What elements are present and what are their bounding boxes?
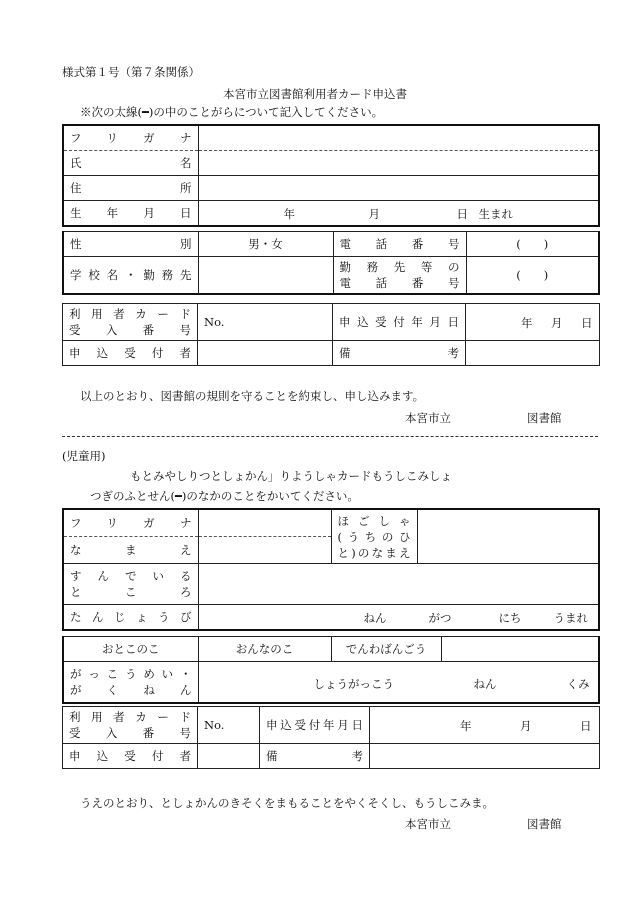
card-label (63, 304, 198, 341)
school-field[interactable] (198, 257, 333, 295)
work-phone-field[interactable]: ( ) (466, 257, 599, 295)
child-library-name: 図書館 (527, 817, 562, 831)
library-name: 図書館 (527, 411, 562, 425)
phone-label: 電話番号 (333, 232, 466, 257)
child-receiver-field[interactable] (198, 744, 260, 769)
child-phone-label: でんわばんごう (331, 637, 441, 662)
work-phone-label-line1: 勤務先等の (339, 260, 460, 274)
school-label: 学校名・勤務先 (63, 257, 198, 295)
child-apply-month: 月 (520, 719, 532, 733)
form-number: 様式第１号（第７条関係） (62, 65, 200, 79)
address-field[interactable] (198, 176, 599, 201)
birth-year: 年 (283, 207, 295, 221)
work-phone-label (333, 257, 466, 295)
office-table (62, 303, 600, 366)
work-phone-label-line2: 電話番号 (339, 276, 460, 290)
child-address-label-line1: すんでいる (70, 569, 192, 583)
library-city: 本宮市立 (405, 411, 451, 425)
child-grade-class: くみ (566, 677, 590, 691)
child-note-label: 備考 (260, 744, 370, 769)
guardian-label-line1: ほごしゃ (337, 513, 411, 528)
child-card-no-field[interactable] (198, 707, 260, 744)
child-school-field[interactable] (198, 662, 599, 704)
child-card-no-prefix: No. (204, 718, 225, 732)
guardian-field[interactable] (417, 509, 599, 564)
guardian-label-line3: と)のなまえ (337, 545, 411, 560)
child-apply-date-label: 申込受付年月日 (260, 707, 370, 744)
child-furigana-label: フリガナ (63, 509, 198, 537)
child-apply-day: 日 (580, 719, 592, 733)
receiver-field[interactable] (198, 341, 333, 366)
birth-month: 月 (368, 207, 380, 221)
furigana-field[interactable] (198, 125, 599, 151)
child-apply-date-field[interactable] (370, 707, 600, 744)
apply-date-label: 申込受付年月日 (333, 304, 466, 341)
phone-field[interactable]: ( ) (466, 232, 599, 257)
guardian-label (331, 509, 417, 564)
name-field[interactable] (198, 151, 599, 176)
gender-label: 性別 (63, 232, 198, 257)
birth-label: 生年月日 (63, 201, 198, 227)
apply-date-field[interactable] (466, 304, 600, 341)
note-field[interactable] (466, 341, 600, 366)
birth-field[interactable] (198, 201, 599, 227)
child-instruction: つぎのふとせん(━)のなかのことをかいてください。 (90, 489, 359, 503)
child-name-label: なまえ (63, 537, 198, 564)
child-birth-suffix: うまれ (553, 611, 588, 625)
child-receiver-label: 申込受付者 (63, 744, 198, 769)
child-title: もとみやしりつとしょかん」りようしゃカードもうしこみしょ (130, 469, 452, 483)
child-pledge-text: うえのとおり、としょかんのきそくをまもることをやくそくし、もうしこみま。 (80, 796, 494, 810)
child-birth-year: ねん (363, 611, 387, 625)
pledge-text: 以上のとおり、図書館の規則を守ることを約束し、申し込みます。 (80, 389, 425, 403)
apply-day: 日 (581, 316, 593, 330)
apply-month: 月 (551, 316, 563, 330)
child-heading: (児童用) (62, 449, 106, 463)
child-applicant-table (62, 508, 600, 631)
boy-option[interactable]: おとこのこ (63, 637, 198, 662)
child-address-field[interactable] (198, 564, 599, 605)
child-school-label-line1: がっこうめい・ (70, 667, 192, 681)
child-school-value: しょうがっこう (313, 677, 394, 691)
child-note-field[interactable] (370, 744, 600, 769)
card-no-prefix: No. (204, 315, 225, 329)
child-birth-field[interactable] (198, 605, 599, 631)
child-birth-label: たんじょうび (63, 605, 198, 631)
card-label-line2: 受入番号 (69, 323, 191, 337)
form-instruction: ※次の太線(━)の中のことがらについて記入してください。 (80, 105, 384, 119)
applicant-table (62, 124, 600, 227)
card-no-field[interactable] (198, 304, 333, 341)
child-name-field[interactable] (198, 537, 331, 564)
cut-line (62, 436, 598, 437)
child-birth-day: にち (498, 611, 522, 625)
form-title: 本宮市立図書館利用者カード申込書 (223, 87, 407, 101)
name-label: 氏名 (63, 151, 198, 176)
birth-day: 日 (456, 207, 468, 221)
guardian-label-line2: (うちのひ (337, 529, 411, 544)
child-school-label-line2: がくねん (70, 683, 192, 697)
child-address-label (63, 564, 198, 605)
child-card-label (63, 707, 198, 744)
girl-option[interactable]: おんなのこ (198, 637, 331, 662)
child-grade-year: ねん (473, 677, 497, 691)
birth-suffix: 生まれ (478, 207, 513, 221)
child-card-label-line1: 利用者カード (69, 710, 191, 724)
address-label: 住所 (63, 176, 198, 201)
child-furigana-field[interactable] (198, 509, 331, 537)
gender-field[interactable]: 男・女 (198, 232, 333, 257)
furigana-label: フリガナ (63, 125, 198, 151)
child-address-label-line2: ところ (70, 585, 192, 599)
note-label: 備考 (333, 341, 466, 366)
child-school-label (63, 662, 198, 704)
child-office-table (62, 706, 600, 769)
card-label-line1: 利用者カード (69, 307, 191, 321)
child-library-city: 本宮市立 (405, 817, 451, 831)
child-phone-field[interactable] (441, 637, 599, 662)
child-card-label-line2: 受入番号 (69, 726, 191, 740)
apply-year: 年 (521, 316, 533, 330)
child-detail-table (62, 636, 600, 704)
receiver-label: 申込受付者 (63, 341, 198, 366)
child-apply-year: 年 (460, 719, 472, 733)
contact-table (62, 231, 600, 295)
child-birth-month: がつ (428, 611, 452, 625)
